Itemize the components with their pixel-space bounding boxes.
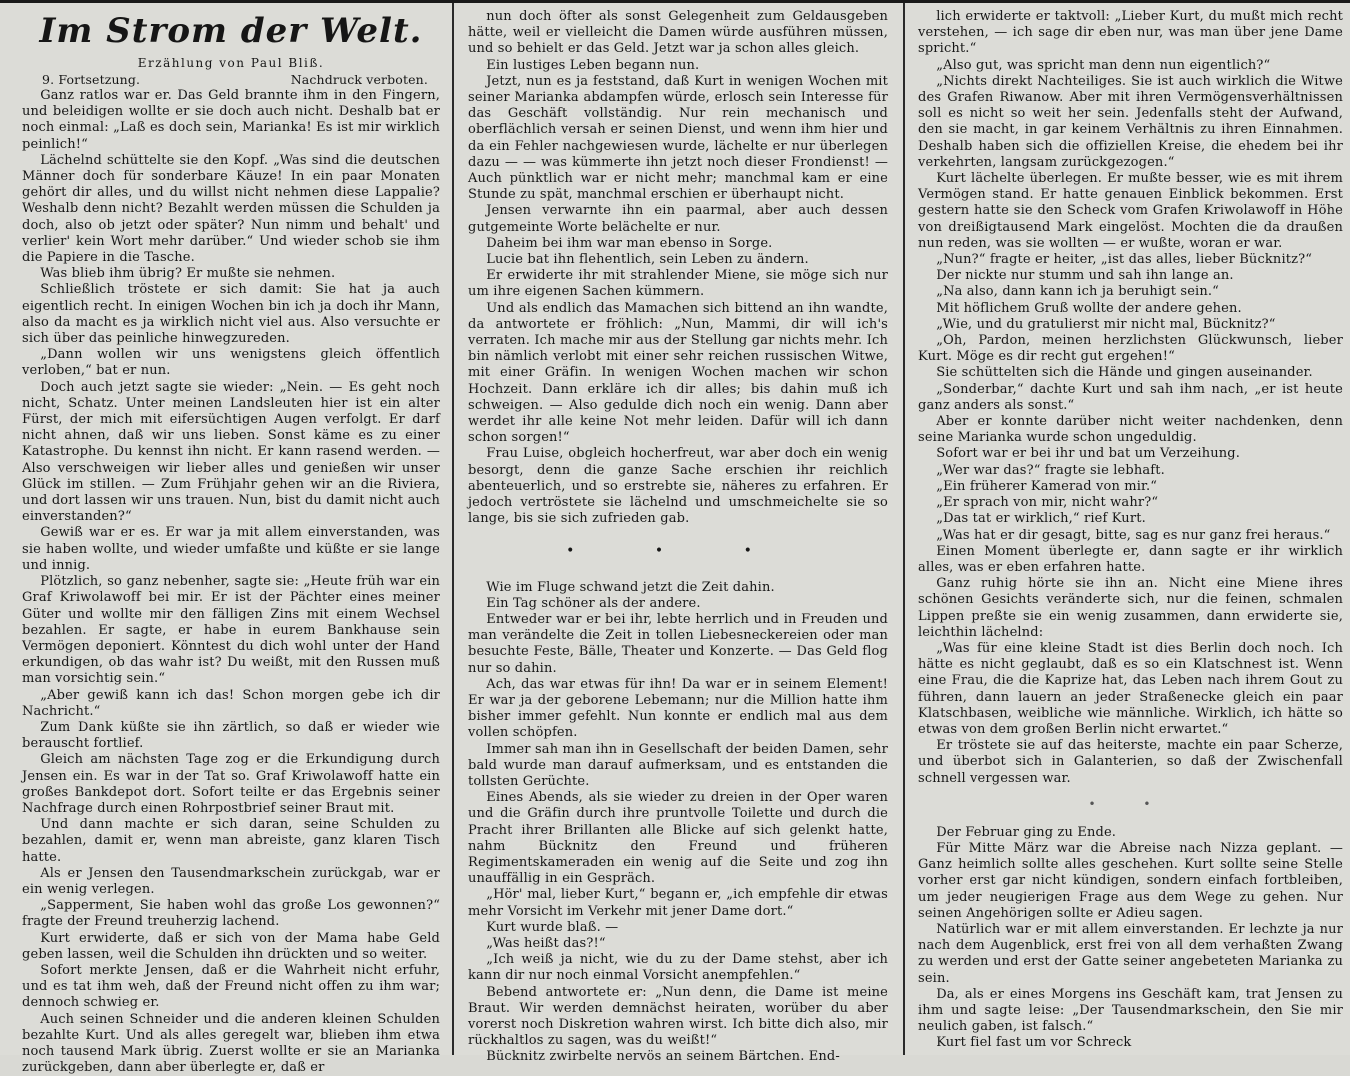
paragraph: Gewiß war er es. Er war ja mit allem einverstanden, was sie haben wollte, und wieder umfaßte und küßte er sie lange und innig. [22, 525, 440, 573]
paragraph: „Was für eine kleine Stadt ist dies Berlin doch noch. Ich hätte es nicht geglaubt, daß es so ein Klatschnest ist. Wenn eine Frau, die die Kaprize hat, das Leben nach ihrem Gout zu führen, dann lauern an jeder Straßenecke gleich ein paar Klatschbasen, weibliche wie männliche. Wirklich, ich hätte so etwas von dem großen Berlin nicht erwartet.“ [918, 640, 1343, 737]
paragraph: Ein Tag schöner als der andere. [486, 595, 701, 611]
paragraph: „Das tat er wirklich,“ rief Kurt. [936, 511, 1146, 527]
paragraph: Zum Dank küßte sie ihn zärtlich, so daß er wieder wie berauscht fortlief. [22, 719, 440, 752]
paragraph: nun doch öfter als sonst Gelegenheit zum Geldausgeben hätte, weil er vielleicht die Damen würde ausführen müssen, und so behielt er das Geld. Jetzt war ja schon alles gleich. [468, 9, 888, 57]
paragraph: Mit höflichem Gruß wollte der andere gehen. [936, 300, 1242, 316]
paragraph: Plötzlich, so ganz nebenher, sagte sie: „Heute früh war ein Graf Kriwolawoff bei mir. Er ist der Pächter eines meiner Güter und wollte mir den fälligen Zins mit einem Wechsel bezahlen. Er sagte, er habe in eurem Bankhause sein Vermögen deponiert. Könntest du dich wohl unter der Hand erkundigen, ob das wahr ist? Du weißt, mit den Russen muß man vorsichtig sein.“ [22, 574, 440, 687]
paragraph: Lächelnd schüttelte sie den Kopf. „Was sind die deutschen Männer doch für sonderbare Käuze! In ein paar Monaten gehört dir alles, und du willst nicht nehmen diese Lappalie? Weshalb denn nicht? Bezahlt werden müssen die Schulden ja doch, also ob jetzt oder später? Nun nimm und behalt' und verlier' kein Wort mehr darüber.“ Und wieder schob sie ihm die Papiere in die Tasche. [22, 152, 440, 266]
paragraph: „Was heißt das?!“ [486, 935, 606, 951]
paragraph: Ein lustiges Leben begann nun. [486, 57, 700, 73]
column-3-text-b [918, 825, 1343, 1052]
section-separator: • • • [566, 542, 790, 559]
installment-line [22, 71, 440, 88]
paragraph: Schließlich tröstete er sich damit: Sie hat ja auch eigentlich recht. In einigen Wochen bin ich ja doch ihr Mann, also da macht es ja wirklich nicht viel aus. Also versuchte er sich über das peinliche hinwegzureden. [22, 282, 440, 347]
paragraph: Bücknitz zwirbelte nervös an seinem Bärtchen. End- [486, 1049, 840, 1065]
article-byline: Erzählung von Paul Bliß. [137, 56, 325, 70]
paragraph: Jensen verwarnte ihn ein paarmal, aber auch dessen gutgemeinte Worte belächelte er nur. [468, 203, 888, 235]
paragraph: Bebend antwortete er: „Nun denn, die Dame ist meine Braut. Wir werden demnächst heiraten, worüber du aber vorerst noch Diskretion wahren wirst. Ich bitte dich also, mir rückhaltlos zu sagen, was du weißt!“ [468, 984, 888, 1049]
paragraph: Entweder war er bei ihr, lebte herrlich und in Freuden und man verändelte die Zeit in tollen Liebesneckereien oder man besuchte Feste, Bälle, Theater und Konzerte. — Das Geld flog nur so dahin. [468, 611, 888, 676]
column-2-text-b [468, 580, 888, 1066]
column-3-text-a [918, 9, 1343, 787]
paragraph: Einen Moment überlegte er, dann sagte er ihr wirklich alles, was er eben erfahren hatte. [918, 543, 1343, 575]
article-title: Im Strom der Welt. [39, 11, 423, 51]
installment-number: 9. Fortsetzung. [42, 72, 141, 87]
reprint-notice: Nachdruck verboten. [290, 72, 428, 87]
column-1 [22, 9, 440, 1076]
column-2 [468, 9, 888, 1065]
paragraph: „Na also, dann kann ich ja beruhigt sein.“ [936, 284, 1219, 300]
paragraph: „Hör' mal, lieber Kurt,“ begann er, „ich empfehle dir etwas mehr Vorsicht im Verkehr mit jener Dame dort.“ [468, 887, 888, 919]
paragraph: Sofort war er bei ihr und bat um Verzeihung. [936, 446, 1241, 462]
paragraph: „Wer war das?“ fragte sie lebhaft. [936, 462, 1165, 478]
paragraph: Ach, das war etwas für ihn! Da war er in seinem Element! Er war ja der geborene Lebemann; nur die Million hatte ihm bisher immer gefehlt. Nun konnte er endlich mal aus dem vollen schöpfen. [468, 676, 888, 741]
paragraph: lich erwiderte er taktvoll: „Lieber Kurt, du mußt mich recht verstehen, — ich sage dir eben nur, was man über jene Dame spricht.“ [918, 9, 1343, 57]
paragraph: Aber er konnte darüber nicht weiter nachdenken, denn seine Marianka wurde schon ungeduldig. [918, 414, 1343, 446]
paragraph: Und als endlich das Mamachen sich bittend an ihn wandte, da antwortete er fröhlich: „Nun, Mammi, dir will ich's verraten. Ich mache mir aus der Stellung gar nichts mehr. Ich bin nämlich verlobt mit einer sehr reichen russischen Witwe, mit einer Gräfin. In wenigen Wochen machen wir schon Hochzeit. Dann erkläre ich dir alles; bis dahin muß ich schweigen. — Also gedulde dich noch ein wenig. Dann aber werdet ihr alle keine Not mehr leiden. Dafür will ich dann schon sorgen!“ [468, 300, 888, 446]
paragraph: „Also gut, was spricht man denn nun eigentlich?“ [936, 57, 1271, 73]
paragraph: Der nickte nur stumm und sah ihn lange an. [936, 268, 1234, 284]
column-2-text-a [468, 9, 888, 528]
paragraph: Lucie bat ihn flehentlich, sein Leben zu ändern. [486, 252, 809, 268]
paragraph: „Ein früherer Kamerad von mir.“ [936, 478, 1158, 494]
paragraph: Und dann machte er sich daran, seine Schulden zu bezahlen, damit er, wenn man abreiste, ganz klaren Tisch hatte. [22, 817, 440, 865]
section-separator: • • [1088, 796, 1173, 811]
paragraph: „Wie, und du gratulierst mir nicht mal, Bücknitz?“ [936, 316, 1276, 332]
paragraph: Er erwiderte ihr mit strahlender Miene, sie möge sich nur um ihre eigenen Sachen kümmern. [468, 268, 888, 300]
column-3 [918, 9, 1343, 1055]
paragraph: Kurt erwiderte, daß er sich von der Mama habe Geld geben lassen, weil die Schulden ihn drückten und so weiter. [22, 930, 440, 962]
paragraph: Frau Luise, obgleich hocherfreut, war aber doch ein wenig besorgt, denn die ganze Sache erschien ihr reichlich abenteuerlich, und so erstrebte sie, näheres zu erfahren. Er jedoch vertröstete sie lächelnd und umschmeichelte sie so lange, bis sie sich zufrieden gab. [468, 446, 888, 527]
paragraph: „Oh, Pardon, meinen herzlichsten Glückwunsch, lieber Kurt. Möge es dir recht gut ergehen!“ [918, 333, 1343, 365]
paragraph: Kurt fiel fast um vor Schreck [936, 1035, 1132, 1051]
paragraph: Er tröstete sie auf das heiterste, machte ein paar Scherze, und überbot sich in Galanterien, so daß der Zwischenfall schnell vergessen war. [918, 738, 1343, 786]
paragraph: „Sonderbar,“ dachte Kurt und sah ihm nach, „er ist heute ganz anders als sonst.“ [918, 381, 1343, 413]
paragraph: Daheim bei ihm war man ebenso in Sorge. [486, 235, 773, 251]
paragraph: „Was hat er dir gesagt, bitte, sag es nur ganz frei heraus.“ [936, 527, 1331, 543]
paragraph: „Ich weiß ja nicht, wie du zu der Dame stehst, aber ich kann dir nur noch einmal Vorsicht anempfehlen.“ [468, 952, 888, 984]
paragraph: Ganz ratlos war er. Das Geld brannte ihm in den Fingern, und beleidigen wollte er sie doch auch nicht. Deshalb bat er noch einmal: „Laß es doch sein, Marianka! Es ist mir wirklich peinlich!“ [22, 88, 440, 152]
column-rule [903, 3, 905, 1055]
paragraph: Jetzt, nun es ja feststand, daß Kurt in wenigen Wochen mit seiner Marianka abdampfen würde, erlosch sein Interesse für das Geschäft vollständig. Nur rein mechanisch und oberflächlich versah er seinen Dienst, und wenn ihm hier und da ein Fehler nachgewiesen wurde, lächelte er nur überlegen dazu — — was kümmerte ihn jetzt noch dieser Frondienst! — Auch pünktlich war er nicht mehr; manchmal kam er eine Stunde zu spät, manchmal erschien er überhaupt nicht. [468, 73, 888, 203]
paragraph: „Sapperment, Sie haben wohl das große Los gewonnen?“ fragte der Freund treuherzig lachend. [22, 898, 440, 930]
paragraph: Immer sah man ihn in Gesellschaft der beiden Damen, sehr bald wurde man darauf aufmerksam, und es entstanden die tollsten Gerüchte. [468, 741, 888, 789]
paragraph: Sie schüttelten sich die Hände und gingen auseinander. [936, 365, 1313, 381]
paragraph: Wie im Fluge schwand jetzt die Zeit dahin. [486, 579, 775, 595]
paragraph: Was blieb ihm übrig? Er mußte sie nehmen. [40, 266, 336, 282]
paragraph: Kurt lächelte überlegen. Er mußte besser, wie es mit ihrem Vermögen stand. Er hatte genauen Einblick bekommen. Erst gestern hatte sie den Scheck vom Grafen Kriwolawoff in Höhe von dreißigtausend Mark eingelöst. Mochten die da draußen nun reden, was sie wollten — er wußte, woran er war. [918, 171, 1343, 251]
paragraph: Natürlich war er mit allem einverstanden. Er lechzte ja nur nach dem Augenblick, erst frei von all dem verhaßten Zwang zu werden und erst der Gatte seiner angebeteten Marianka zu sein. [918, 921, 1343, 986]
paragraph: Auch seinen Schneider und die anderen kleinen Schulden bezahlte Kurt. Und als alles geregelt war, blieben ihm etwa noch tausend Mark übrig. Zuerst wollte er sie an Marianka zurückgeben, dann aber überlegte er, daß er [22, 1011, 440, 1076]
paragraph: Gleich am nächsten Tage zog er die Erkundigung durch Jensen ein. Es war in der Tat so. Graf Kriwolawoff hatte ein großes Bankdepot dort. Sofort teilte er das Ergebnis seiner Nachfrage durch einen Rohrpostbrief seiner Braut mit. [22, 752, 440, 816]
column-1-text [22, 88, 440, 1076]
paragraph: Für Mitte März war die Abreise nach Nizza geplant. — Ganz heimlich sollte alles geschehen. Kurt sollte seine Stelle vorher erst gar nicht kündigen, sondern einfach fortbleiben, um jeder neugierigen Frage aus dem Wege zu gehen. Nur seinen Angehörigen sollte er Adieu sagen. [918, 840, 1343, 921]
paragraph: Doch auch jetzt sagte sie wieder: „Nein. — Es geht noch nicht, Schatz. Unter meinen Landsleuten hier ist ein alter Fürst, der mich mit eifersüchtigen Augen verfolgt. Er darf nicht ahnen, daß wir uns lieben. Sonst käme es zu einer Katastrophe. Du kennst ihn nicht. Er kann rasend werden. — Also verschweigen wir lieber alles und genießen wir unser Glück im stillen. — Zum Frühjahr gehen wir an die Riviera, und dort lassen wir uns trauen. Nun, bist du damit nicht auch einverstanden?“ [22, 379, 440, 525]
paragraph: „Nichts direkt Nachteiliges. Sie ist auch wirklich die Witwe des Grafen Riwanow. Aber mit ihren Vermögensverhältnissen soll es nicht so weit her sein. Jedenfalls steht der Aufwand, den sie macht, in gar keinem Verhältnis zu ihren Einnahmen. Deshalb haben sich die offiziellen Kreise, die ehedem bei ihr verkehrten, langsam zurückgezogen.“ [918, 73, 1343, 170]
paragraph: Als er Jensen den Tausendmarkschein zurückgab, war er ein wenig verlegen. [22, 865, 440, 897]
paragraph: „Dann wollen wir uns wenigstens gleich öffentlich verloben,“ bat er nun. [22, 347, 440, 379]
paragraph: Da, als er eines Morgens ins Geschäft kam, trat Jensen zu ihm und sagte leise: „Der Tausendmarkschein, den Sie mir neulich gaben, ist falsch.“ [918, 986, 1343, 1035]
paragraph: Eines Abends, als sie wieder zu dreien in der Oper waren und die Gräfin durch ihre pruntvolle Toilette und durch die Pracht ihrer Brillanten alle Blicke auf sich gelenkt hatte, nahm Bücknitz den Freund und früheren Regimentskameraden ein wenig auf die Seite und zog ihn unauffällig in ein Gespräch. [468, 790, 888, 887]
paragraph: „Aber gewiß kann ich das! Schon morgen gebe ich dir Nachricht.“ [22, 687, 440, 719]
paragraph: Ganz ruhig hörte sie ihn an. Nicht eine Miene ihres schönen Gesichts veränderte sich, nur die feinen, schmalen Lippen preßte sie ein wenig zusammen, dann erwiderte sie, leichthin lächelnd: [918, 576, 1343, 640]
paragraph: Sofort merkte Jensen, daß er die Wahrheit nicht erfuhr, und es tat ihm weh, daß der Freund nicht offen zu ihm war; dennoch schwieg er. [22, 962, 440, 1011]
column-rule [452, 3, 454, 1055]
paragraph: Kurt wurde blaß. — [486, 919, 619, 935]
paragraph: „Er sprach von mir, nicht wahr?“ [936, 495, 1159, 511]
paragraph: Der Februar ging zu Ende. [936, 824, 1117, 840]
paragraph: „Nun?“ fragte er heiter, „ist das alles, lieber Bücknitz?“ [936, 252, 1313, 268]
